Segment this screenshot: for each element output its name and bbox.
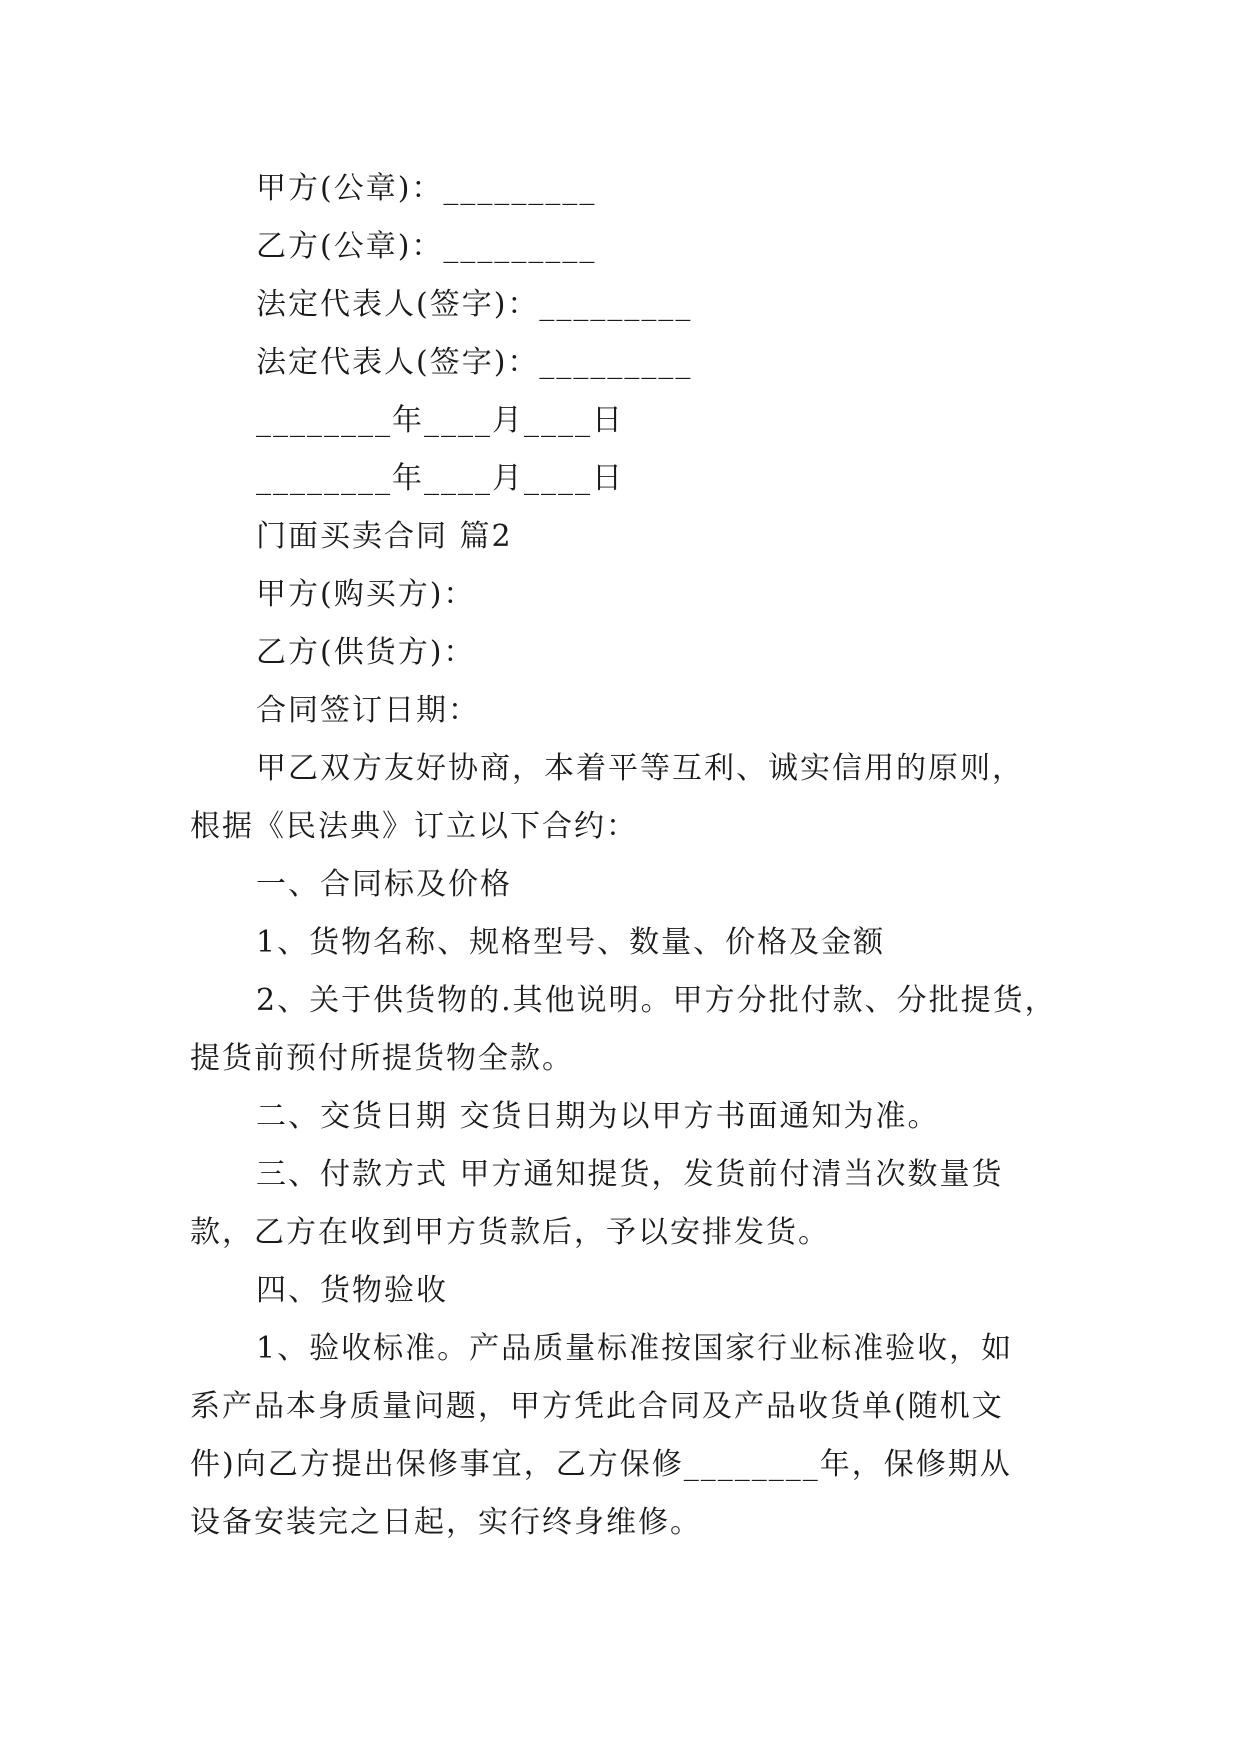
document-body (190, 160, 1060, 1552)
signing-date-line: 合同签订日期： (256, 693, 480, 728)
paragraph-line: 甲乙双方友好协商，本着平等互利、诚实信用的原则， (256, 751, 1024, 786)
paragraph-line: 根据《民法典》订立以下合约： (190, 809, 638, 844)
date-line: ________年____月____日 (256, 461, 624, 496)
clause-item: 款，乙方在收到甲方货款后，予以安排发货。 (190, 1215, 830, 1250)
party-b-seal-line: 乙方(公章)：_________ (256, 229, 597, 264)
clause-item: 提货前预付所提货物全款。 (190, 1041, 574, 1076)
party-a-seal-line: 甲方(公章)：_________ (256, 171, 597, 206)
clause-heading: 二、交货日期 交货日期为以甲方书面通知为准。 (256, 1099, 940, 1134)
clause-heading: 一、合同标及价格 (256, 867, 512, 902)
clause-item: 2、关于供货物的.其他说明。甲方分批付款、分批提货， (256, 983, 1057, 1018)
supplier-line: 乙方(供货方)： (256, 635, 476, 670)
clause-item: 件)向乙方提出保修事宜，乙方保修________年，保修期从 (190, 1447, 1012, 1482)
clause-item: 系产品本身质量问题，甲方凭此合同及产品收货单(随机文 (190, 1389, 1004, 1424)
date-line: ________年____月____日 (256, 403, 624, 438)
legal-rep-signature-line: 法定代表人(签字)：_________ (256, 287, 693, 322)
clause-item: 1、货物名称、规格型号、数量、价格及金额 (256, 925, 886, 960)
legal-rep-signature-line: 法定代表人(签字)：_________ (256, 345, 693, 380)
clause-heading: 三、付款方式 甲方通知提货，发货前付清当次数量货 (256, 1157, 1004, 1192)
section-title: 门面买卖合同 篇2 (256, 519, 513, 554)
clause-item: 设备安装完之日起，实行终身维修。 (190, 1505, 702, 1540)
buyer-line: 甲方(购买方)： (256, 577, 476, 612)
clause-heading: 四、货物验收 (256, 1273, 448, 1308)
clause-item: 1、验收标准。产品质量标准按国家行业标准验收，如 (256, 1331, 1014, 1366)
